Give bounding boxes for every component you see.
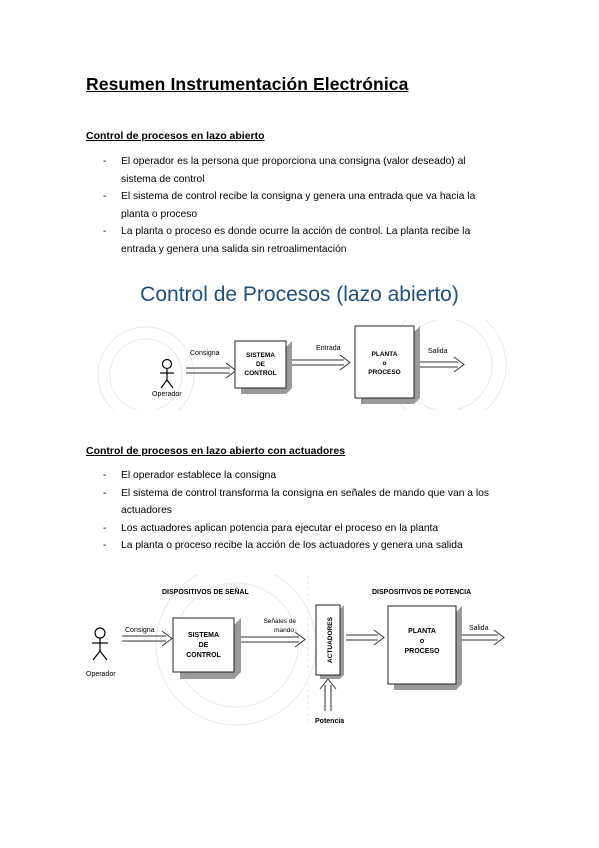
consigna-label: Consigna [125,627,155,634]
document-title: Resumen Instrumentación Electrónica [86,74,409,94]
section-heading-open-loop: Control de procesos en lazo abierto [86,130,265,142]
list-item: - El sistema de control recibe la consigna y genera una entrada que va hacia la planta o proceso [86,188,496,223]
control-box-line1: SISTEMA [187,632,220,639]
signal-devices-label: DISPOSITIVOS DE SEÑAL [162,589,249,596]
senales-label-line2: mando [274,627,294,634]
list-item: - El sistema de control transforma la consigna en señales de mando que van a los actuadores [86,485,496,520]
potencia-label: Potencia [315,718,345,725]
entrada-arrow [292,355,350,370]
list-item: - Los actuadores aplican potencia para ejecutar el proceso en la planta [86,520,496,538]
control-box-line3: CONTROL [244,370,277,377]
salida-label: Salida [428,348,448,355]
potencia-arrow [320,679,336,711]
salida-arrow [462,630,504,645]
actuation-arrow [346,630,384,645]
senales-label-line1: Señales de [263,618,296,625]
plant-box-line3: PROCESO [368,369,401,376]
plant-box-line1: PLANTA [371,351,398,358]
list-item: - El operador establece la consigna [86,467,496,485]
plant-process-box [355,326,420,404]
control-box-line1: SISTEMA [246,352,275,359]
control-box-line2: DE [255,361,266,368]
open-loop-diagram [86,320,516,410]
control-box-line3: CONTROL [186,652,221,659]
salida-label: Salida [469,625,489,632]
actuators-label: ACTUADORES [327,617,334,663]
power-devices-label: DISPOSITIVOS DE POTENCIA [372,589,472,596]
list-item: - La planta o proceso recibe la acción de los actuadores y genera una salida [86,537,496,555]
operator-label: Operador [86,671,116,678]
operator-icon [160,360,174,389]
plant-box-line2: o [419,638,425,645]
entrada-label: Entrada [316,345,341,352]
plant-box-line1: PLANTA [408,628,436,635]
diagram1-title: Control de Procesos (lazo abierto) [140,283,459,306]
salida-arrow [420,357,464,372]
senales-de-mando-arrow [241,632,305,647]
open-loop-bullet-list [86,153,496,258]
list-item: - El operador es la persona que proporciona una consigna (valor deseado) al sistema de control [86,153,496,188]
consigna-label: Consigna [190,350,220,357]
section-heading-actuators: Control de procesos en lazo abierto con actuadores [86,445,346,457]
actuators-bullet-list [86,467,496,555]
actuators-diagram [86,575,516,730]
plant-box-line2: o [382,360,387,367]
control-box-line2: DE [198,642,209,649]
plant-box-line3: PROCESO [404,648,440,655]
operator-label: Operador [152,391,182,398]
operator-icon [92,628,108,660]
list-item: - La planta o proceso es donde ocurre la acción de control. La planta recibe la entrada y genera una salida sin retroalimentación [86,223,496,258]
